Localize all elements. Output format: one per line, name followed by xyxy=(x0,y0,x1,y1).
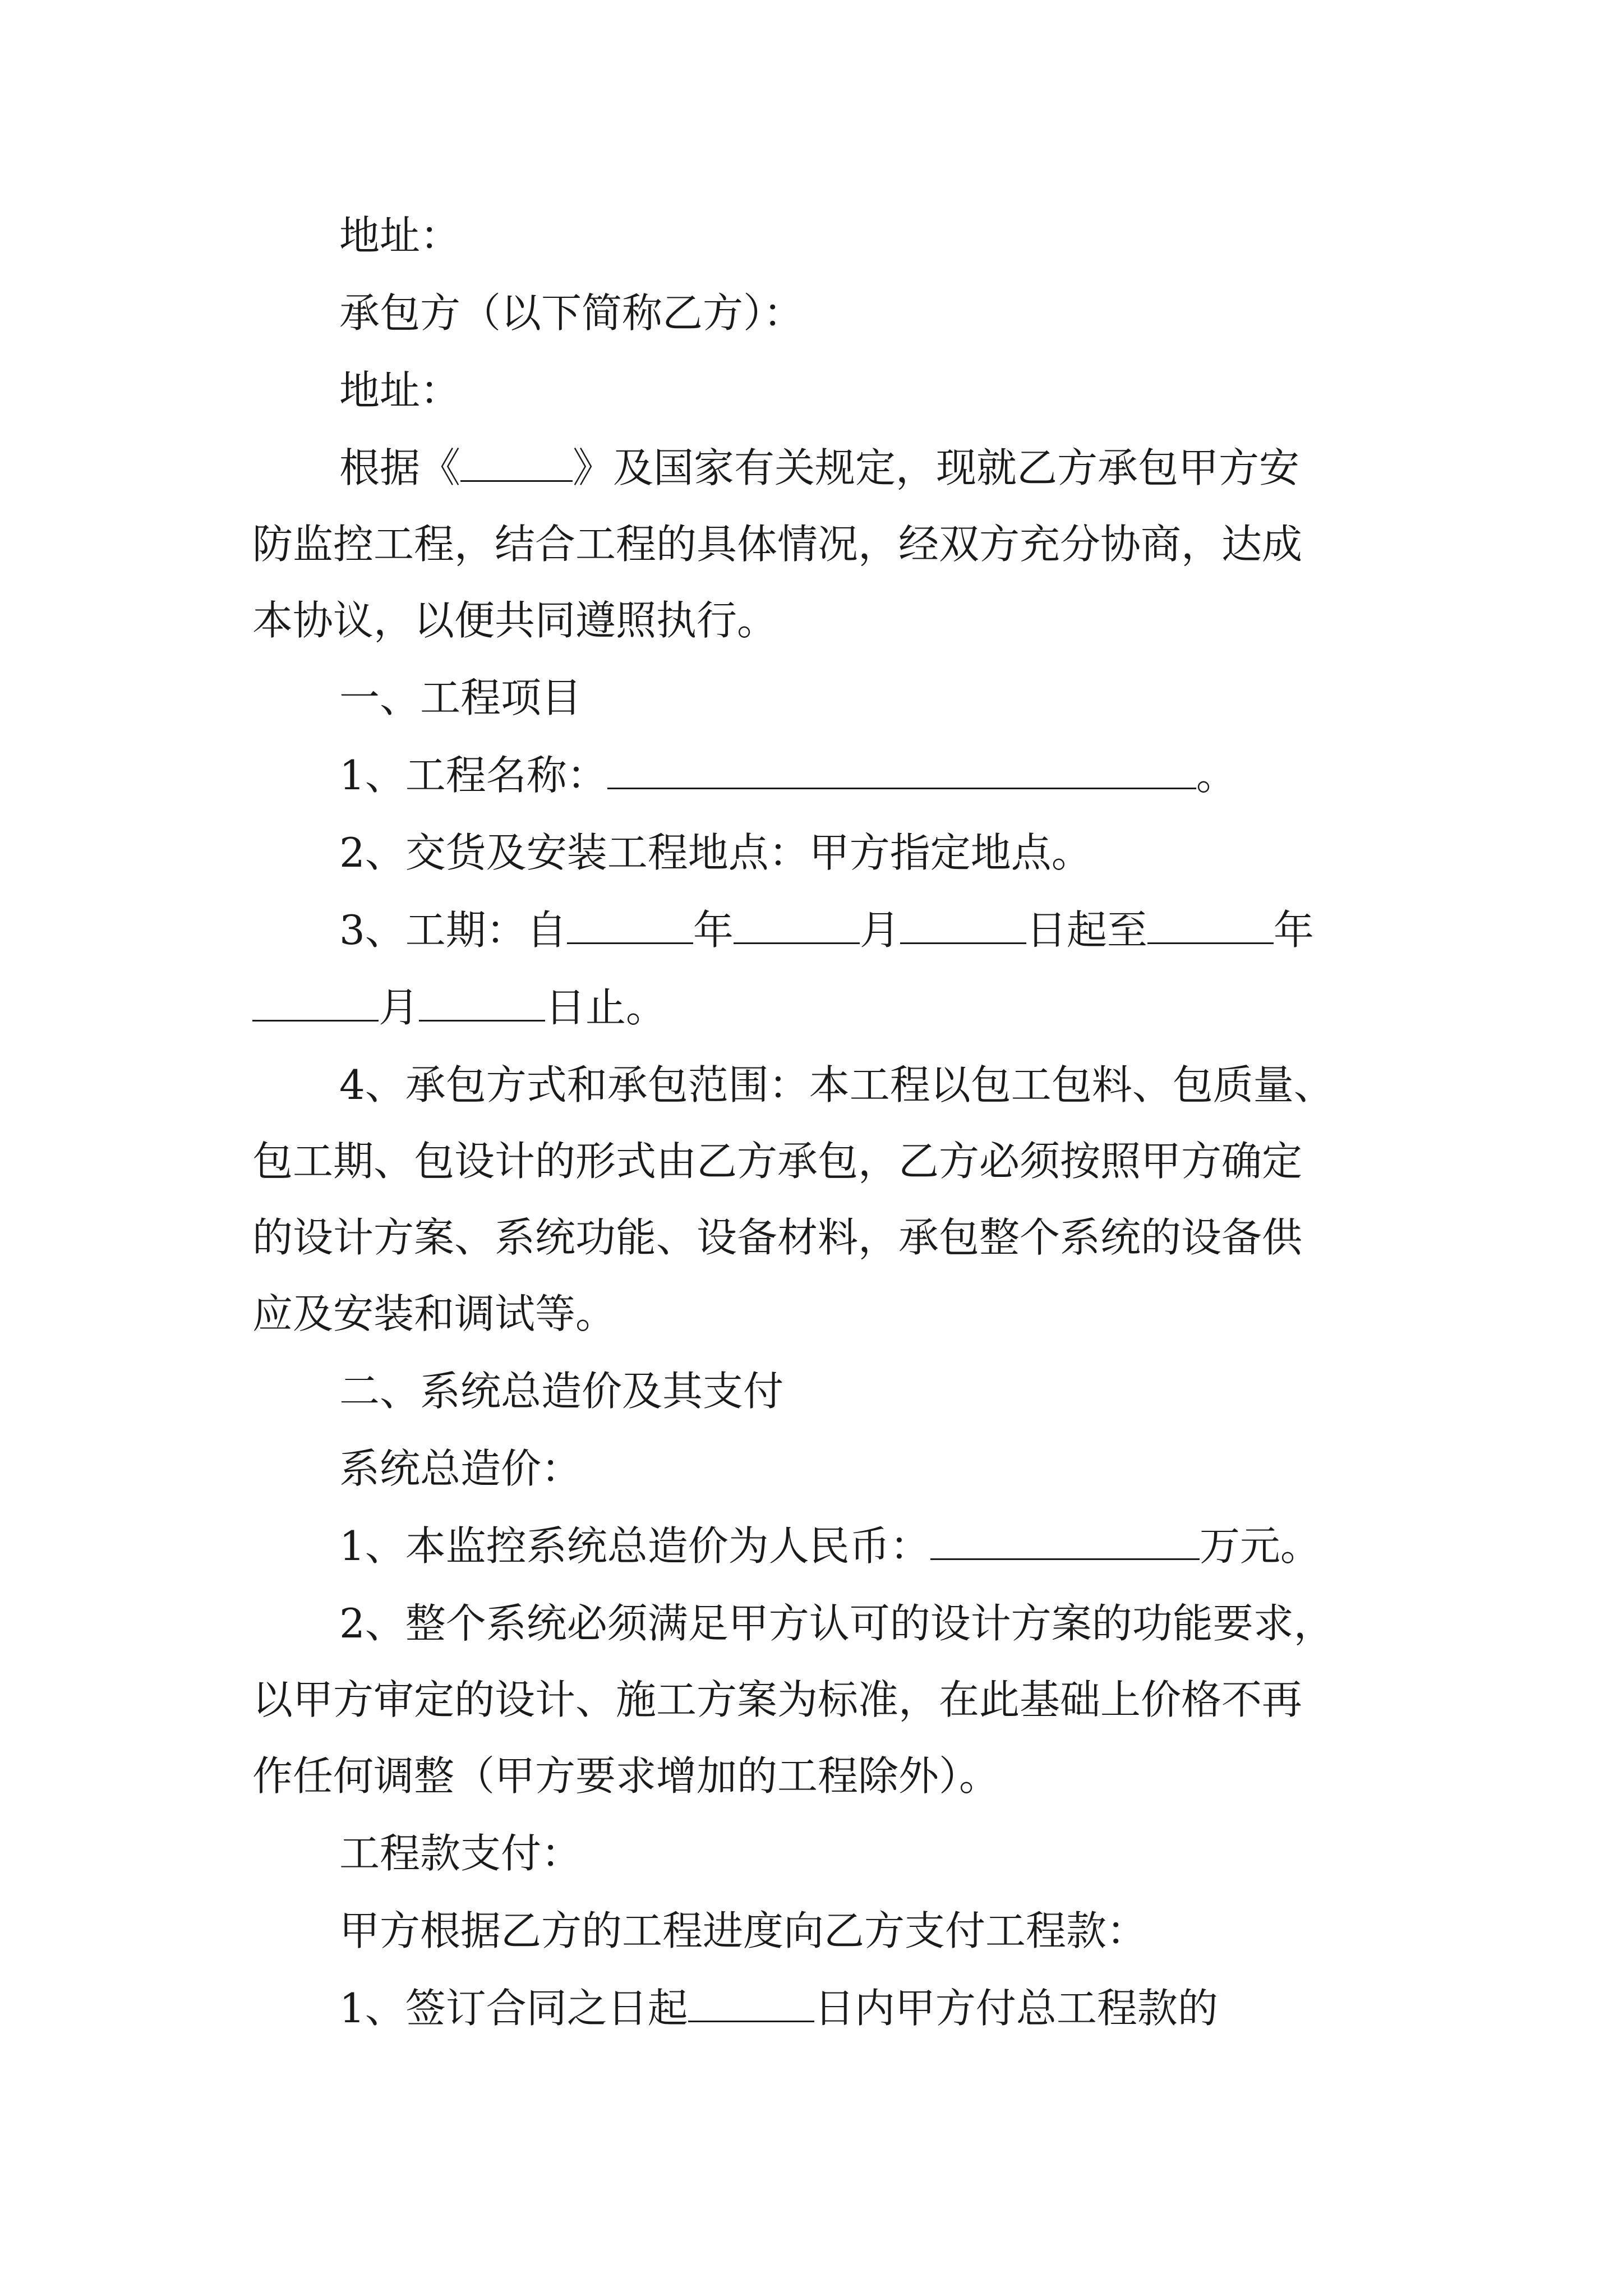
requirement-line-2: 以甲方审定的设计、施工方案为标准，在此基础上价格不再 xyxy=(252,1676,1303,1723)
requirement-line-1: 2、整个系统必须满足甲方认可的设计方案的功能要求， xyxy=(339,1600,1334,1647)
total-price-line: 1、本监控系统总造价为人民币： 万元。 xyxy=(339,1522,1321,1570)
end-year-blank xyxy=(1147,907,1274,944)
total-price-heading: 系统总造价： xyxy=(339,1445,582,1492)
total-price-blank xyxy=(930,1522,1200,1560)
address-line-2: 地址： xyxy=(339,367,461,414)
section-heading-2: 二、系统总造价及其支付 xyxy=(339,1368,784,1415)
address-line-1: 地址： xyxy=(339,212,461,259)
intro-line-1: 根据《 》及国家有关规定，现就乙方承包甲方安 xyxy=(339,444,1300,491)
start-day-blank xyxy=(900,907,1026,944)
scope-line-2: 包工期、包设计的形式由乙方承包，乙方必须按照甲方确定 xyxy=(252,1138,1303,1185)
project-name-line: 1、工程名称： 。 xyxy=(339,752,1237,799)
law-name-blank xyxy=(460,444,573,482)
start-month-blank xyxy=(734,907,860,944)
section-heading-1: 一、工程项目 xyxy=(339,674,582,721)
scope-line-3: 的设计方案、系统功能、设备材料，承包整个系统的设备供 xyxy=(252,1214,1303,1261)
project-name-blank xyxy=(607,752,1196,789)
intro-line-3: 本协议，以便共同遵照执行。 xyxy=(252,597,778,644)
start-year-blank xyxy=(567,907,693,944)
end-day-blank xyxy=(419,984,545,1022)
period-line-1: 3、工期：自 年 月 日起至 年 xyxy=(339,907,1314,954)
period-line-2: 月 日止。 xyxy=(252,979,666,1036)
payment-heading: 工程款支付： xyxy=(339,1830,582,1877)
requirement-line-3: 作任何调整（甲方要求增加的工程除外）。 xyxy=(252,1752,1000,1800)
payment-days-blank xyxy=(688,1985,814,2022)
scope-line-1: 4、承包方式和承包范围：本工程以包工包料、包质量、 xyxy=(339,1061,1334,1108)
contractor-line: 承包方（以下简称乙方）： xyxy=(339,289,804,337)
scope-line-4: 应及安装和调试等。 xyxy=(252,1290,616,1337)
location-line: 2、交货及安装工程地点：甲方指定地点。 xyxy=(339,829,1092,876)
payment-intro-line: 甲方根据乙方的工程进度向乙方支付工程款： xyxy=(339,1907,1147,1954)
end-month-blank xyxy=(252,984,379,1022)
payment-item-line: 1、签订合同之日起 日内甲方付总工程款的 xyxy=(339,1985,1218,2032)
intro-line-2: 防监控工程，结合工程的具体情况，经双方充分协商，达成 xyxy=(252,521,1303,568)
